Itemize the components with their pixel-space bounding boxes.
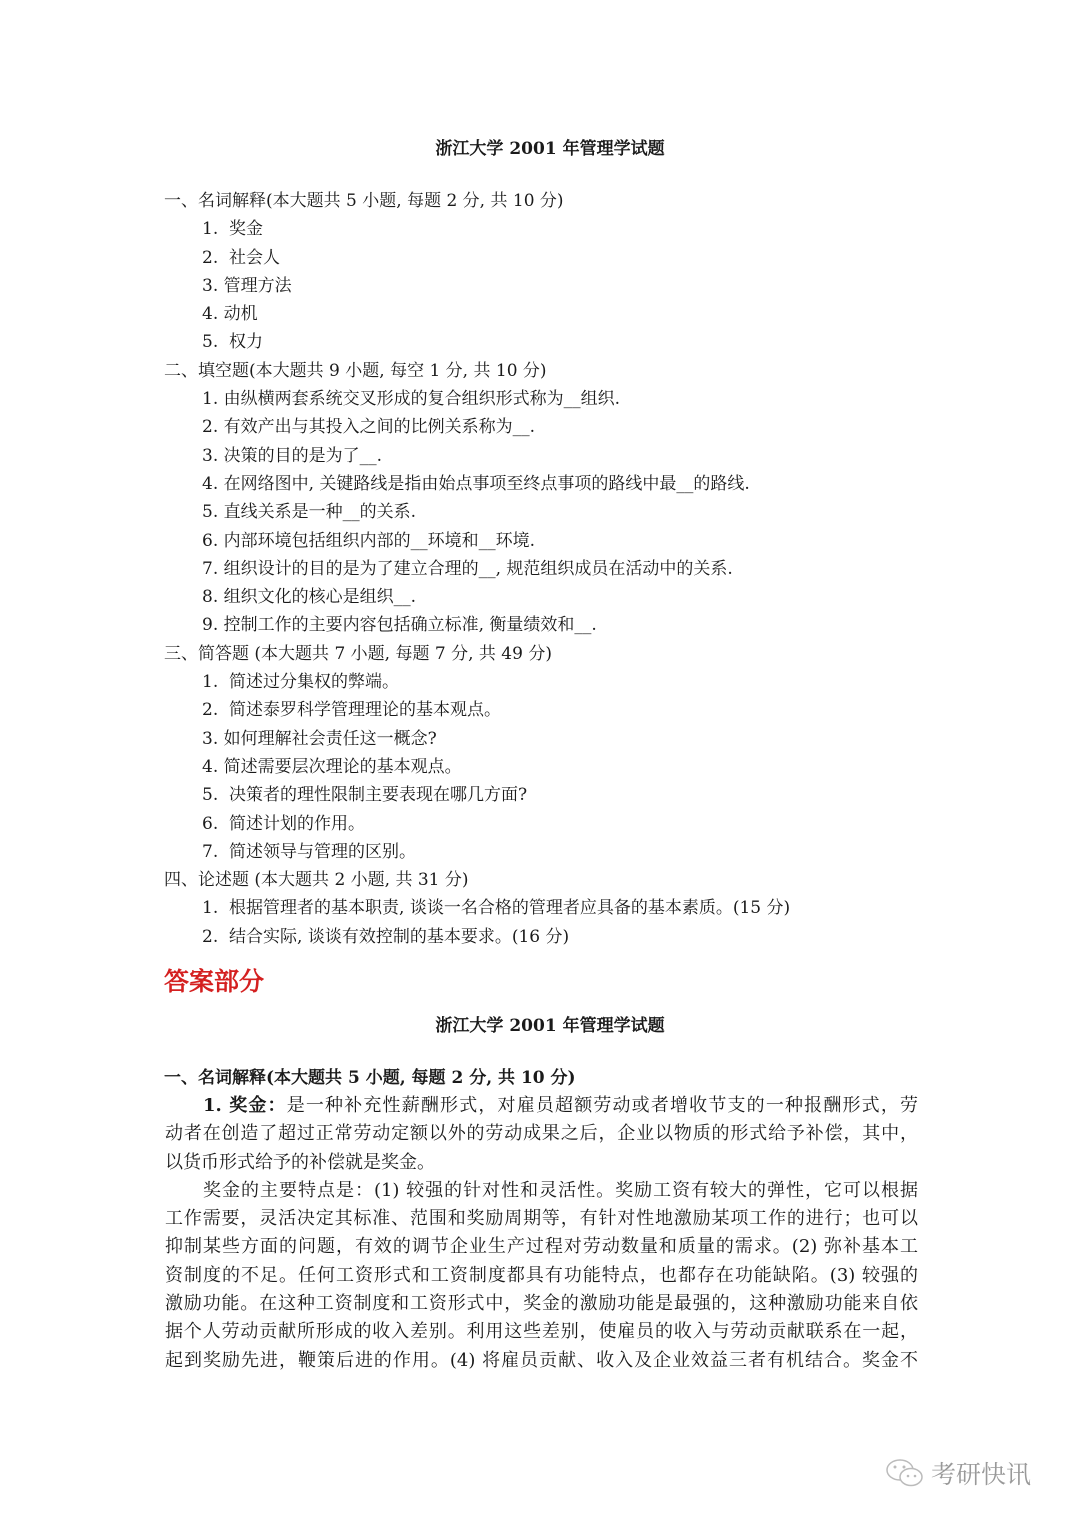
question-item: 3. 如何理解社会责任这一概念? bbox=[202, 728, 437, 749]
question-item: 4. 简述需要层次理论的基本观点。 bbox=[202, 756, 462, 777]
question-item: 6. 内部环境包括组织内部的__环境和__环境. bbox=[202, 530, 536, 551]
answer-line: 资制度的不足。任何工资形式和工资制度都具有功能特点，也都存在功能缺陷。(3) 较强的 bbox=[165, 1264, 918, 1286]
question-item: 1. 简述过分集权的弊端。 bbox=[202, 672, 400, 693]
question-item: 4. 在网络图中, 关键路线是指由始点事项至终点事项的路线中最__的路线. bbox=[202, 473, 750, 494]
answer-line: 奖金的主要特点是：(1) 较强的针对性和灵活性。奖励工资有较大的弹性，它可以根据 bbox=[203, 1179, 918, 1201]
answer-text: 是一种补充性薪酬形式，对雇员超额劳动或者增收节支的一种报酬形式，劳 bbox=[286, 1095, 918, 1116]
answer-line bbox=[165, 1092, 918, 1120]
question-item: 9. 控制工作的主要内容包括确立标准, 衡量绩效和__. bbox=[202, 615, 597, 636]
section-heading: 三、简答题 (本大题共 7 小题, 每题 7 分, 共 49 分) bbox=[164, 643, 552, 664]
question-item: 4. 动机 bbox=[202, 304, 258, 325]
question-item: 1. 由纵横两套系统交叉形成的复合组织形式称为__组织. bbox=[202, 389, 621, 410]
question-item: 6. 简述计划的作用。 bbox=[202, 813, 366, 834]
question-item: 2. 社会人 bbox=[202, 247, 281, 268]
question-item: 3. 管理方法 bbox=[202, 275, 292, 296]
question-item: 7. 组织设计的目的是为了建立合理的__, 规范组织成员在活动中的关系. bbox=[202, 558, 733, 579]
section-heading: 二、填空题(本大题共 9 小题, 每空 1 分, 共 10 分) bbox=[164, 360, 547, 381]
question-item: 5. 权力 bbox=[202, 332, 264, 353]
answer-line: 起到奖励先进，鞭策后进的作用。(4) 将雇员贡献、收入及企业效益三者有机结合。奖金不 bbox=[165, 1349, 918, 1371]
wechat-icon bbox=[885, 1457, 925, 1489]
question-list bbox=[164, 187, 790, 951]
answer-line: 以货币形式给予的补偿就是奖金。 bbox=[165, 1151, 435, 1173]
answer-exam-title: 浙江大学 2001 年管理学试题 bbox=[435, 1016, 665, 1036]
question-item: 5. 决策者的理性限制主要表现在哪几方面? bbox=[202, 785, 528, 806]
answer-term: 1. 奖金： bbox=[203, 1095, 287, 1116]
question-item: 2. 有效产出与其投入之间的比例关系称为__. bbox=[202, 417, 536, 438]
section-heading: 一、名词解释(本大题共 5 小题, 每题 2 分, 共 10 分) bbox=[164, 191, 564, 211]
answer-heading: 答案部分 bbox=[164, 967, 265, 996]
answer-body bbox=[165, 1092, 918, 1375]
question-item: 2. 结合实际, 谈谈有效控制的基本要求。(16 分) bbox=[202, 926, 570, 947]
answer-line: 据个人劳动贡献所形成的收入差别。利用这些差别，使雇员的收入与劳动贡献联系在一起， bbox=[165, 1321, 918, 1343]
watermark bbox=[885, 1455, 1031, 1491]
question-item: 1. 奖金 bbox=[202, 219, 264, 240]
exam-title: 浙江大学 2001 年管理学试题 bbox=[435, 139, 665, 159]
answer-line: 激励功能。在这种工资制度和工资形式中，奖金的激励功能是最强的，这种激励功能来自依 bbox=[165, 1293, 918, 1315]
question-item: 1. 根据管理者的基本职责, 谈谈一名合格的管理者应具备的基本素质。(15 分) bbox=[202, 898, 791, 919]
answer-line: 抑制某些方面的问题，有效的调节企业生产过程对劳动数量和质量的需求。(2) 弥补基本工 bbox=[165, 1236, 918, 1258]
watermark-text: 考研快讯 bbox=[931, 1460, 1032, 1489]
answer-line: 工作需要，灵活决定其标准、范围和奖励周期等，有针对性地激励某项工作的进行；也可以 bbox=[165, 1208, 918, 1230]
section-heading: 四、论述题 (本大题共 2 小题, 共 31 分) bbox=[164, 870, 469, 891]
answer-line: 动者在创造了超过正常劳动定额以外的劳动成果之后，企业以物质的形式给予补偿，其中， bbox=[165, 1123, 918, 1145]
question-item: 2. 简述泰罗科学管理理论的基本观点。 bbox=[202, 700, 502, 721]
question-item: 8. 组织文化的核心是组织__. bbox=[202, 587, 417, 608]
answer-section-heading: 一、名词解释(本大题共 5 小题, 每题 2 分, 共 10 分) bbox=[164, 1068, 576, 1088]
question-item: 5. 直线关系是一种__的关系. bbox=[202, 502, 417, 523]
question-item: 3. 决策的目的是为了__. bbox=[202, 445, 383, 466]
question-item: 7. 简述领导与管理的区别。 bbox=[202, 841, 417, 862]
